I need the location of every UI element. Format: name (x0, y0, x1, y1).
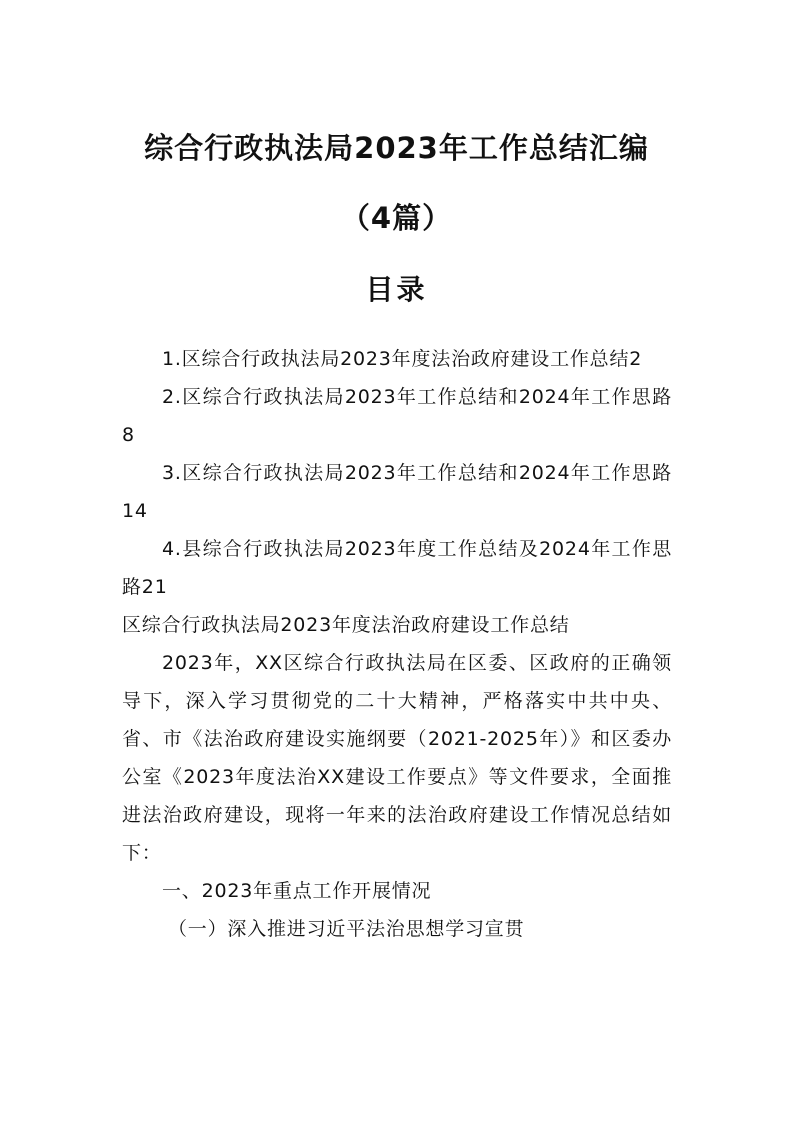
toc-item-4[interactable]: 4.县综合行政执法局2023年度工作总结及2024年工作思路21 (122, 538, 672, 598)
toc-item-2[interactable]: 2.区综合行政执法局2023年工作总结和2024年工作思路8 (122, 386, 672, 446)
document-title: 综合行政执法局2023年工作总结汇编 (144, 131, 649, 165)
document-subtitle-count: （4篇） (340, 201, 453, 235)
toc-heading: 目录 (365, 273, 428, 306)
section-heading-1: 一、2023年重点工作开展情况 (162, 880, 432, 902)
subsection-heading-1: （一）深入推进习近平法治思想学习宣贯 (168, 918, 525, 940)
article-title: 区综合行政执法局2023年度法治政府建设工作总结 (122, 614, 570, 636)
document-body (122, 340, 672, 948)
toc-item-3[interactable]: 3.区综合行政执法局2023年工作总结和2024年工作思路14 (122, 462, 672, 522)
toc-item-1[interactable]: 1.区综合行政执法局2023年度法治政府建设工作总结2 (162, 348, 643, 370)
article-paragraph-1: 2023年，XX区综合行政执法局在区委、区政府的正确领导下，深入学习贯彻党的二十大精神，严格落实中共中央、省、市《法治政府建设实施纲要（2021-2025年）》和区委办公室《2023年度法治XX建设工作要点》等文件要求，全面推进法治政府建设，现将一年来的法治政府建设工作情况总结如下： (122, 652, 672, 864)
